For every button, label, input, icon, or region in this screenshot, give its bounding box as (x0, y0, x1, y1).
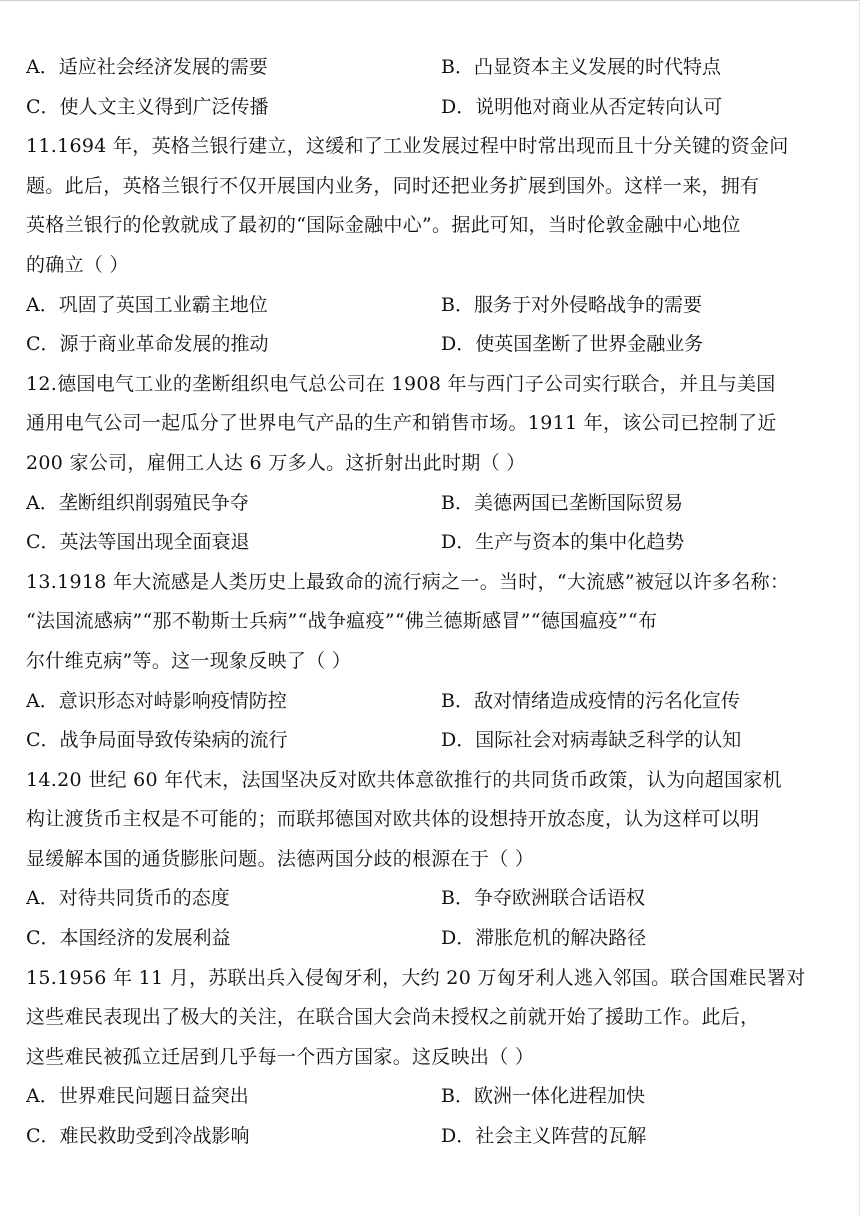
option-b: B．争夺欧洲联合话语权 (441, 887, 645, 910)
options-row (26, 721, 836, 761)
options-row (26, 879, 836, 919)
option-d: D．国际社会对病毒缺乏科学的认知 (441, 729, 742, 752)
option-a: A．巩固了英国工业霸主地位 (26, 293, 268, 316)
option-b: B．美德两国已垄断国际贸易 (441, 491, 683, 514)
question-stem-line: 题。此后，英格兰银行不仅开展国内业务，同时还把业务扩展到国外。这样一来，拥有 (26, 174, 760, 197)
question-stem-line: 英格兰银行的伦敦就成了最初的“国际金融中心”。据此可知，当时伦敦金融中心地位 (26, 214, 741, 237)
option-c: C．源于商业革命发展的推动 (26, 333, 269, 356)
question-stem-line: “法国流感病”“那不勒斯士兵病”“战争瘟疫”“佛兰德斯感冒”“德国瘟疫”“布 (26, 610, 658, 633)
question-stem-line: 显缓解本国的通货膨胀问题。法德两国分歧的根源在于（ ） (26, 847, 535, 870)
option-b: B．服务于对外侵略战争的需要 (441, 293, 702, 316)
option-d: D．生产与资本的集中化趋势 (441, 531, 685, 554)
option-a: A．对待共同货币的态度 (26, 887, 230, 910)
question-stem-line: 通用电气公司一起瓜分了世界电气产品的生产和销售市场。1911 年，该公司已控制了近 (26, 412, 777, 435)
option-b: B．欧洲一体化进程加快 (441, 1085, 645, 1108)
options-row (26, 48, 836, 88)
options-row (26, 682, 836, 722)
page-top-border (0, 0, 860, 1)
question-14 (26, 761, 836, 959)
options-row (26, 919, 836, 959)
question-13 (26, 563, 836, 761)
options-row (26, 325, 836, 365)
option-c: C．英法等国出现全面衰退 (26, 531, 250, 554)
question-stem-line: 这些难民被孤立迁居到几乎每一个西方国家。这反映出（ ） (26, 1045, 535, 1068)
question-stem-line: 这些难民表现出了极大的关注，在联合国大会尚未授权之前就开始了援助工作。此后， (26, 1006, 760, 1029)
options-row (26, 88, 836, 128)
question-stem-line: 15.1956 年 11 月，苏联出兵入侵匈牙利，大约 20 万匈牙利人逃入邻国。联合国难民署对 (26, 966, 806, 989)
question-11 (26, 127, 836, 365)
question-stem-line: 12.德国电气工业的垄断组织电气总公司在 1908 年与西门子公司实行联合，并且与美国 (26, 372, 776, 395)
question-stem-line: 构让渡货币主权是不可能的；而联邦德国对欧共体的设想持开放态度，认为这样可以明 (26, 808, 760, 831)
option-c: C．使人文主义得到广泛传播 (26, 95, 269, 118)
option-b: B．敌对情绪造成疫情的污名化宣传 (441, 689, 740, 712)
options-row (26, 286, 836, 326)
page-content (26, 48, 836, 1157)
option-c: C．本国经济的发展利益 (26, 927, 231, 950)
option-a: A．垄断组织削弱殖民争夺 (26, 491, 249, 514)
option-d: D．社会主义阵营的瓦解 (441, 1125, 647, 1148)
option-d: D．滞胀危机的解决路径 (441, 927, 647, 950)
options-row (26, 1117, 836, 1157)
question-stem-line: 14.20 世纪 60 年代末，法国坚决反对欧共体意欲推行的共同货币政策，认为向超国家机 (26, 768, 782, 791)
options-row (26, 523, 836, 563)
question-stem-line: 的确立（ ） (26, 253, 129, 276)
option-a: A．世界难民问题日益突出 (26, 1085, 249, 1108)
option-a: A．意识形态对峙影响疫情防控 (26, 689, 287, 712)
options-row (26, 1077, 836, 1117)
option-b: B．凸显资本主义发展的时代特点 (441, 56, 721, 78)
option-c: C．难民救助受到冷战影响 (26, 1125, 250, 1148)
option-a: A．适应社会经济发展的需要 (26, 56, 268, 78)
options-row (26, 484, 836, 524)
question-12 (26, 365, 836, 563)
question-10 (26, 48, 836, 127)
option-c: C．战争局面导致传染病的流行 (26, 729, 288, 752)
question-stem-line: 200 家公司，雇佣工人达 6 万多人。这折射出此时期（ ） (26, 451, 526, 474)
option-d: D．使英国垄断了世界金融业务 (441, 333, 704, 356)
question-stem-line: 尔什维克病”等。这一现象反映了（ ） (26, 649, 352, 672)
question-stem-line: 11.1694 年，英格兰银行建立，这缓和了工业发展过程中时常出现而且十分关键的资金问 (26, 135, 789, 158)
option-d: D．说明他对商业从否定转向认可 (441, 95, 723, 118)
question-15 (26, 959, 836, 1157)
question-stem-line: 13.1918 年大流感是人类历史上最致命的流行病之一。当时，“大流感”被冠以许多名称： (26, 570, 790, 593)
